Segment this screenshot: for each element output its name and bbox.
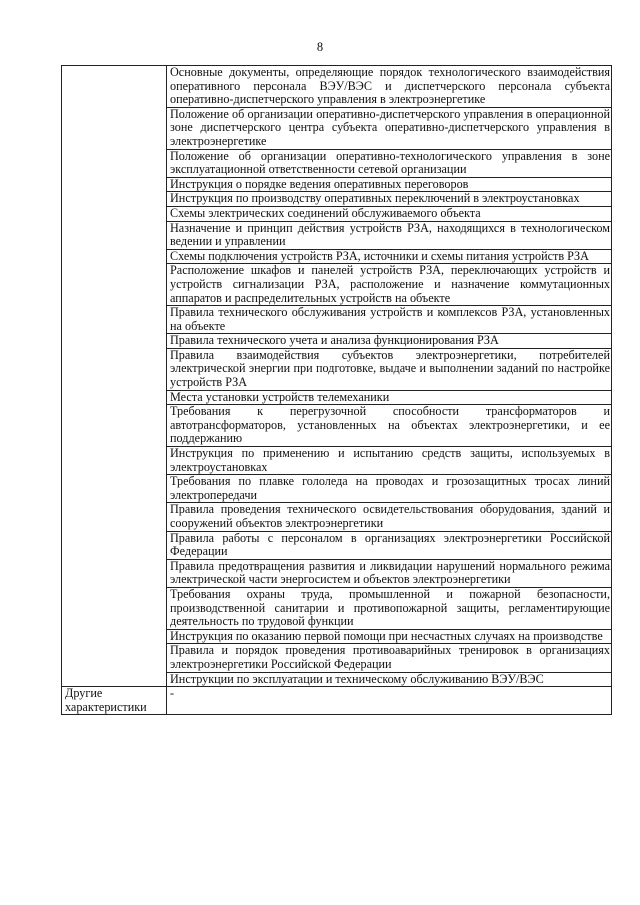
requirement-item: Требования по плавке гололеда на проводах и грозозащитных тросах линий электропередачи	[167, 475, 612, 503]
requirement-item: Положение об организации оперативно-диспетчерского управления в операционной зоне диспетчерского центра субъекта оперативно-диспетчерского управления в электроэнергетике	[167, 107, 612, 149]
requirement-item: Правила и порядок проведения противоаварийных тренировок в организациях электроэнергетики Российской Федерации	[167, 644, 612, 672]
requirement-item: Инструкция по оказанию первой помощи при несчастных случаях на производстве	[167, 629, 612, 644]
table-row	[62, 66, 612, 108]
requirement-item: Правила технического обслуживания устройств и комплексов РЗА, установленных на объекте	[167, 306, 612, 334]
requirement-item: Назначение и принцип действия устройств РЗА, находящихся в технологическом ведении и управлении	[167, 221, 612, 249]
requirement-item: Положение об организации оперативно-технологического управления в зоне эксплуатационной ответственности сетевой организации	[167, 149, 612, 177]
requirement-item: Требования охраны труда, промышленной и пожарной безопасности, производственной санитарии и противопожарной защиты, регламентирующие деятельность по трудовой функции	[167, 587, 612, 629]
required-knowledge-label-cell	[62, 66, 167, 687]
requirement-item: Правила предотвращения развития и ликвидации нарушений нормального режима электрической части энергосистем и объектов электроэнергетики	[167, 559, 612, 587]
requirement-item: Правила взаимодействия субъектов электроэнергетики, потребителей электрической энергии при подготовке, выдаче и выполнении заданий по настройке устройств РЗА	[167, 348, 612, 390]
requirement-item: Схемы подключения устройств РЗА, источники и схемы питания устройств РЗА	[167, 249, 612, 264]
page-number: 8	[316, 40, 324, 54]
knowledge-table	[61, 65, 612, 715]
requirement-item: Правила работы с персоналом в организациях электроэнергетики Российской Федерации	[167, 531, 612, 559]
knowledge-table-body	[62, 66, 612, 715]
other-characteristics-label: Другие характеристики	[62, 687, 167, 715]
requirement-item: Расположение шкафов и панелей устройств РЗА, переключающих устройств и устройств сигнализации РЗА, расположение и назначение коммутационных аппаратов и распределительных устройств на объекте	[167, 264, 612, 306]
requirement-item: Инструкция по производству оперативных переключений в электроустановках	[167, 192, 612, 207]
requirement-item: Инструкция о порядке ведения оперативных переговоров	[167, 177, 612, 192]
other-characteristics-value: -	[167, 687, 612, 715]
requirement-item: Основные документы, определяющие порядок технологического взаимодействия оперативного персонала ВЭУ/ВЭС и диспетчерского персонала субъекта оперативно-диспетчерского управления в электроэнергетике	[167, 66, 612, 108]
table-row-other	[62, 687, 612, 715]
requirement-item: Места установки устройств телемеханики	[167, 390, 612, 405]
requirement-item: Правила технического учета и анализа функционирования РЗА	[167, 334, 612, 349]
requirement-item: Инструкция по применению и испытанию средств защиты, используемых в электроустановках	[167, 447, 612, 475]
requirement-item: Требования к перегрузочной способности трансформаторов и автотрансформаторов, установленных на объектах электроэнергетики, и ее поддержанию	[167, 405, 612, 447]
requirement-item: Инструкции по эксплуатации и техническому обслуживанию ВЭУ/ВЭС	[167, 672, 612, 687]
requirement-item: Схемы электрических соединений обслуживаемого объекта	[167, 206, 612, 221]
requirement-item: Правила проведения технического освидетельствования оборудования, зданий и сооружений объектов электроэнергетики	[167, 503, 612, 531]
